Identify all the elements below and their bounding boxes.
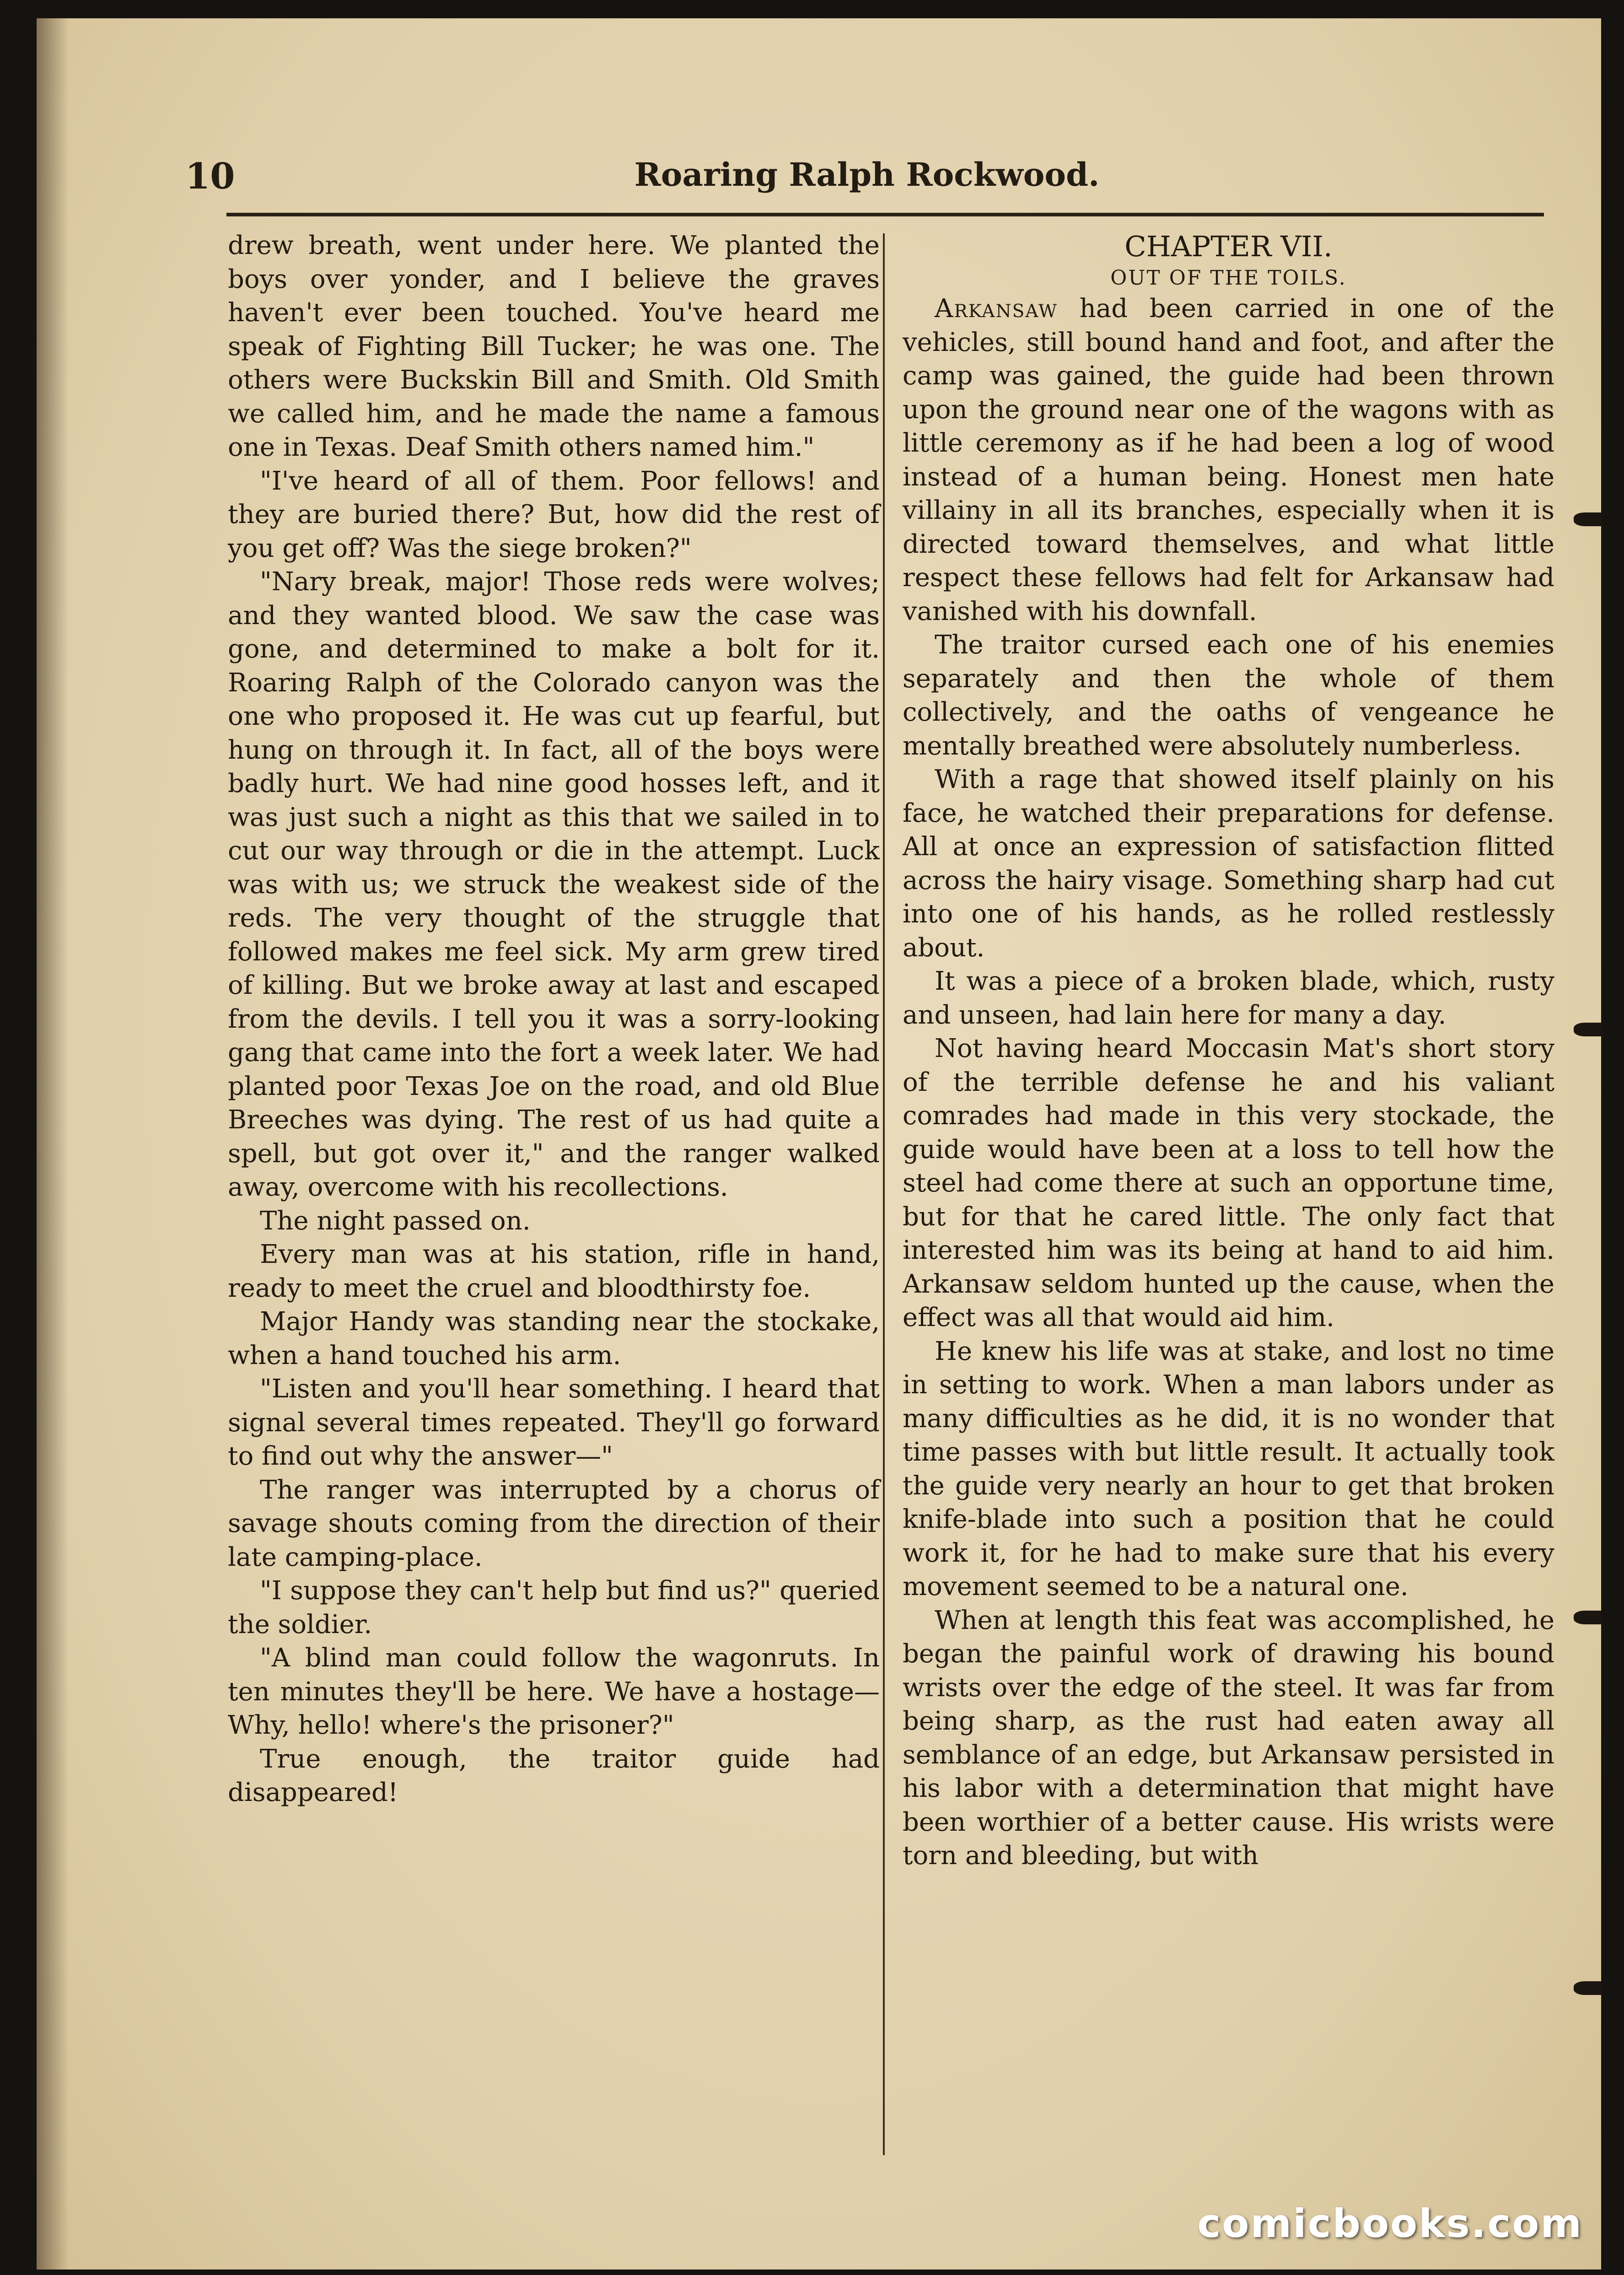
binding-mark	[1574, 512, 1601, 526]
paragraph: "I've heard of all of them. Poor fellows! and they are buried there? But, how did the rest of you get off? Was the siege broken?"	[228, 466, 880, 563]
paragraph: drew breath, went under here. We planted the boys over yonder, and I believe the graves haven't ever been touched. You've heard me speak of Fighting Bill Tucker; he was one. The others were Buckskin Bill and Smith. Old Smith we called him, and he made the name a famous one in Texas. Deaf Smith others named him."	[228, 231, 880, 462]
binding-mark	[1574, 1611, 1601, 1624]
binding-mark	[1574, 1023, 1601, 1036]
paragraph: With a rage that showed itself plainly on his face, he watched their preparations for defense. All at once an expression of satisfaction flitted across the hairy visage. Something sharp had cut into one of his hands, as he rolled restlessly about.	[903, 765, 1554, 963]
paragraph: True enough, the traitor guide had disappeared!	[228, 1744, 880, 1807]
paragraph	[903, 292, 1554, 628]
paragraph: "Listen and you'll hear something. I heard that signal several times repeated. They'll go forward to find out why the answer—"	[228, 1374, 880, 1471]
paragraph: "A blind man could follow the wagonruts. In ten minutes they'll be here. We have a hostage— Why, hello! where's the prisoner?"	[228, 1643, 880, 1740]
right-paragraphs	[903, 628, 1554, 1873]
running-title: Roaring Ralph Rockwood.	[634, 156, 1100, 194]
paragraph-lead: Arkansaw	[935, 294, 1058, 323]
chapter-subtitle: OUT OF THE TOILS.	[1110, 266, 1347, 290]
paragraph: The traitor cursed each one of his enemies separately and then the whole of them collectively, and the oaths of vengeance he mentally breathed were absolutely numberless.	[903, 630, 1554, 761]
paragraph: It was a piece of a broken blade, which, rusty and unseen, had lain here for many a day.	[903, 966, 1554, 1030]
paragraph: "Nary break, major! Those reds were wolves; and they wanted blood. We saw the case was gone, and determined to make a bolt for it. Roaring Ralph of the Colorado canyon was the one who proposed it. He was cut up fearful, but hung on through it. In fact, all of the boys were badly hurt. We had nine good hosses left, and it was just such a night as this that we sailed in to cut our way through or die in the attempt. Luck was with us; we struck the weakest side of the reds. The very thought of the struggle that followed makes me feel sick. My arm grew tired of killing. But we broke away at last and escaped from the devils. I tell you it was a sorry-looking gang that came into the fort a week later. We had planted poor Texas Joe on the road, and old Blue Breeches was dying. The rest of us had quite a spell, but got over it," and the ranger walked away, overcome with his recollections.	[228, 567, 880, 1202]
paragraph: "I suppose they can't help but find us?" queried the soldier.	[228, 1576, 880, 1639]
spine-shadow	[37, 18, 69, 2270]
column-divider	[883, 233, 885, 2155]
page-header	[185, 156, 1549, 206]
chapter-title: CHAPTER VII.	[1124, 230, 1333, 263]
paragraph-text: had been carried in one of the vehicles, still bound hand and foot, and after the camp was gained, the guide had been thrown upon the ground near one of the wagons with as little ceremony as if he had been a log of wood instead of a human being. Honest men hate villainy in all its branches, especially when it is directed toward themselves, and what little respect these fellows had felt for Arkansaw had vanished with his downfall.	[903, 294, 1554, 626]
paragraph: The night passed on.	[260, 1206, 531, 1236]
paragraph: He knew his life was at stake, and lost no time in setting to work. When a man labors under as many difficulties as he did, it is no wonder that time passes with but little result. It actually took the guide very nearly an hour to get that broken knife-blade into such a position that he could work it, for he had to make sure that his every movement seemed to be a natural one.	[903, 1336, 1554, 1601]
right-column	[903, 229, 1554, 1873]
book-page	[37, 18, 1601, 2270]
paragraph: Not having heard Moccasin Mat's short story of the terrible defense he and his valiant comrades had made in this very stockade, the guide would have been at a loss to tell how the steel had come there at such an opportune time, but for that he cared little. The only fact that interested him was its being at hand to aid him. Arkansaw seldom hunted up the cause, when the effect was all that would aid him.	[903, 1034, 1554, 1332]
left-column	[228, 229, 880, 1810]
header-rule	[226, 213, 1544, 216]
paragraph: Every man was at his station, rifle in hand, ready to meet the cruel and bloodthirsty foe.	[228, 1240, 880, 1303]
paragraph: When at length this feat was accomplished, he began the painful work of drawing his bound wrists over the edge of the steel. It was far from being sharp, as the rust had eaten away all semblance of an edge, but Arkansaw persisted in his labor with a determination that might have been worthier of a better cause. His wrists were torn and bleeding, but with	[903, 1605, 1554, 1871]
paragraph: Major Handy was standing near the stockake, when a hand touched his arm.	[228, 1307, 880, 1370]
page-number: 10	[185, 156, 235, 197]
paragraph: The ranger was interrupted by a chorus of savage shouts coming from the direction of their late camping-place.	[228, 1475, 880, 1572]
binding-mark	[1574, 1981, 1601, 1995]
watermark: comicbooks.com	[1197, 2201, 1583, 2247]
